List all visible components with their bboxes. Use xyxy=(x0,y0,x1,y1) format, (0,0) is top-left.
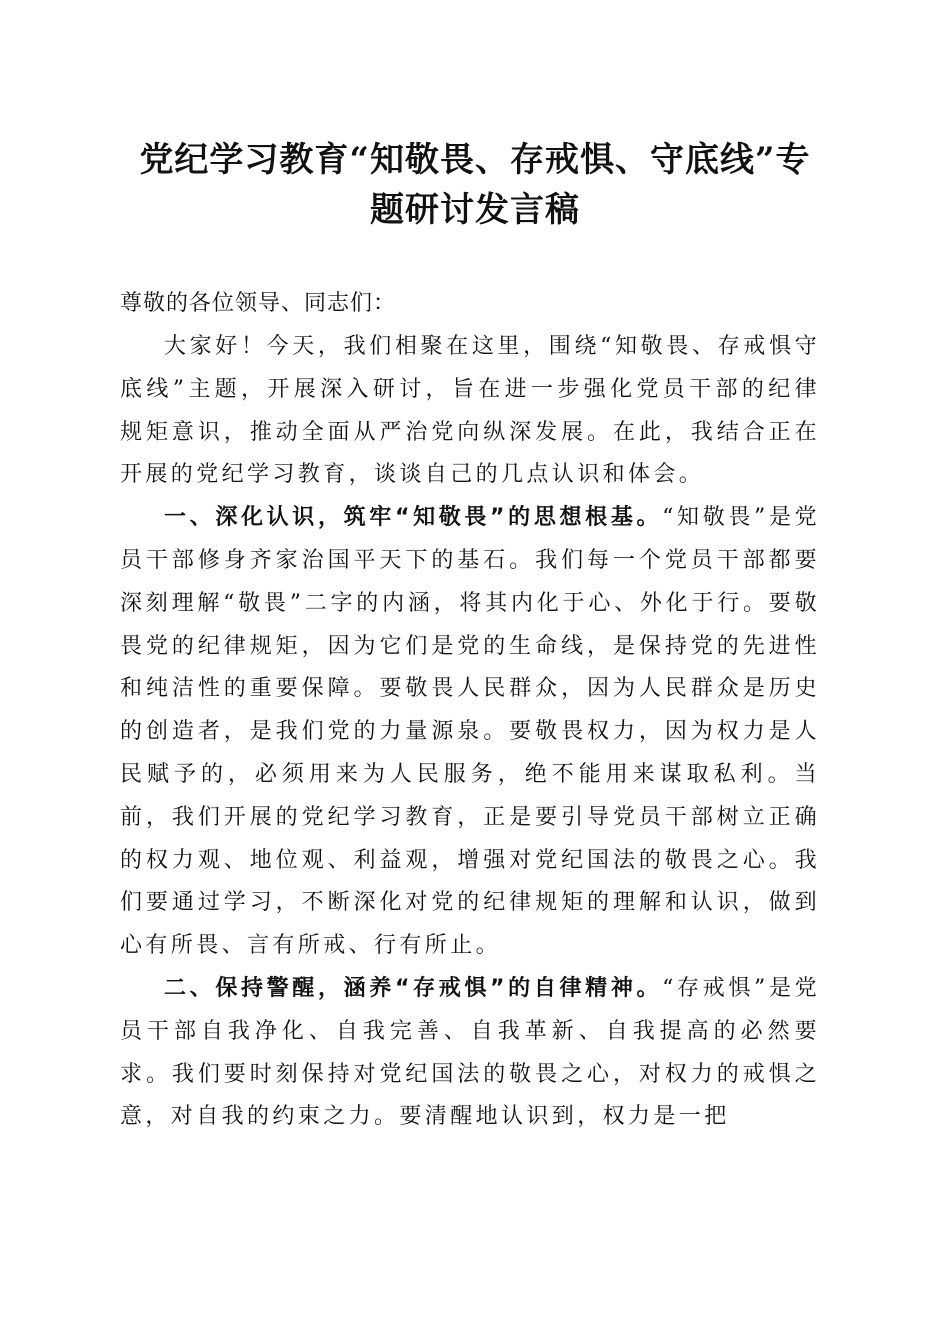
section-paragraph-2 xyxy=(120,968,820,1139)
title-line-1: 党纪学习教育“知敬畏、存戒惧、守底线”专 xyxy=(139,140,811,180)
section-body-2: “存戒惧”是党员干部自我净化、自我完善、自我革新、自我提高的必然要求。我们要时刻保持对党纪国法的敬畏之心，对权力的戒惧之意，对自我的约束之力。要清醒地认识到，权力是一把 xyxy=(120,975,821,1130)
document-body xyxy=(120,326,820,1139)
intro-paragraph: 大家好！今天，我们相聚在这里，围绕“知敬畏、存戒惧守底线”主题，开展深入研讨，旨在进一步强化党员干部的纪律规矩意识，推动全面从严治党向纵深发展。在此，我结合正在开展的党纪学习教育，谈谈自己的几点认识和体会。 xyxy=(120,334,820,488)
title-line-2: 题研讨发言稿 xyxy=(370,190,580,230)
document-title xyxy=(115,135,835,235)
salutation: 尊敬的各位领导、同志们： xyxy=(120,291,397,316)
section-heading-2: 二、保持警醒，涵养“存戒惧”的自律精神。 xyxy=(164,975,663,1001)
section-heading-1: 一、深化认识，筑牢“知敬畏”的思想根基。 xyxy=(164,505,663,531)
section-body-1: “知敬畏”是党员干部修身齐家治国平天下的基石。我们每一个党员干部都要深刻理解“敬畏”二字的内涵，将其内化于心、外化于行。要敬畏党的纪律规矩，因为它们是党的生命线，是保持党的先进性和纯洁性的重要保障。要敬畏人民群众，因为人民群众是历史的创造者，是我们党的力量源泉。要敬畏权力，因为权力是人民赋予的，必须用来为人民服务，绝不能用来谋取私利。当前，我们开展的党纪学习教育，正是要引导党员干部树立正确的权力观、地位观、利益观，增强对党纪国法的敬畏之心。我们要通过学习，不断深化对党的纪律规矩的理解和认识，做到心有所畏、言有所戒、行有所止。 xyxy=(120,505,821,959)
section-paragraph-1 xyxy=(120,497,820,968)
